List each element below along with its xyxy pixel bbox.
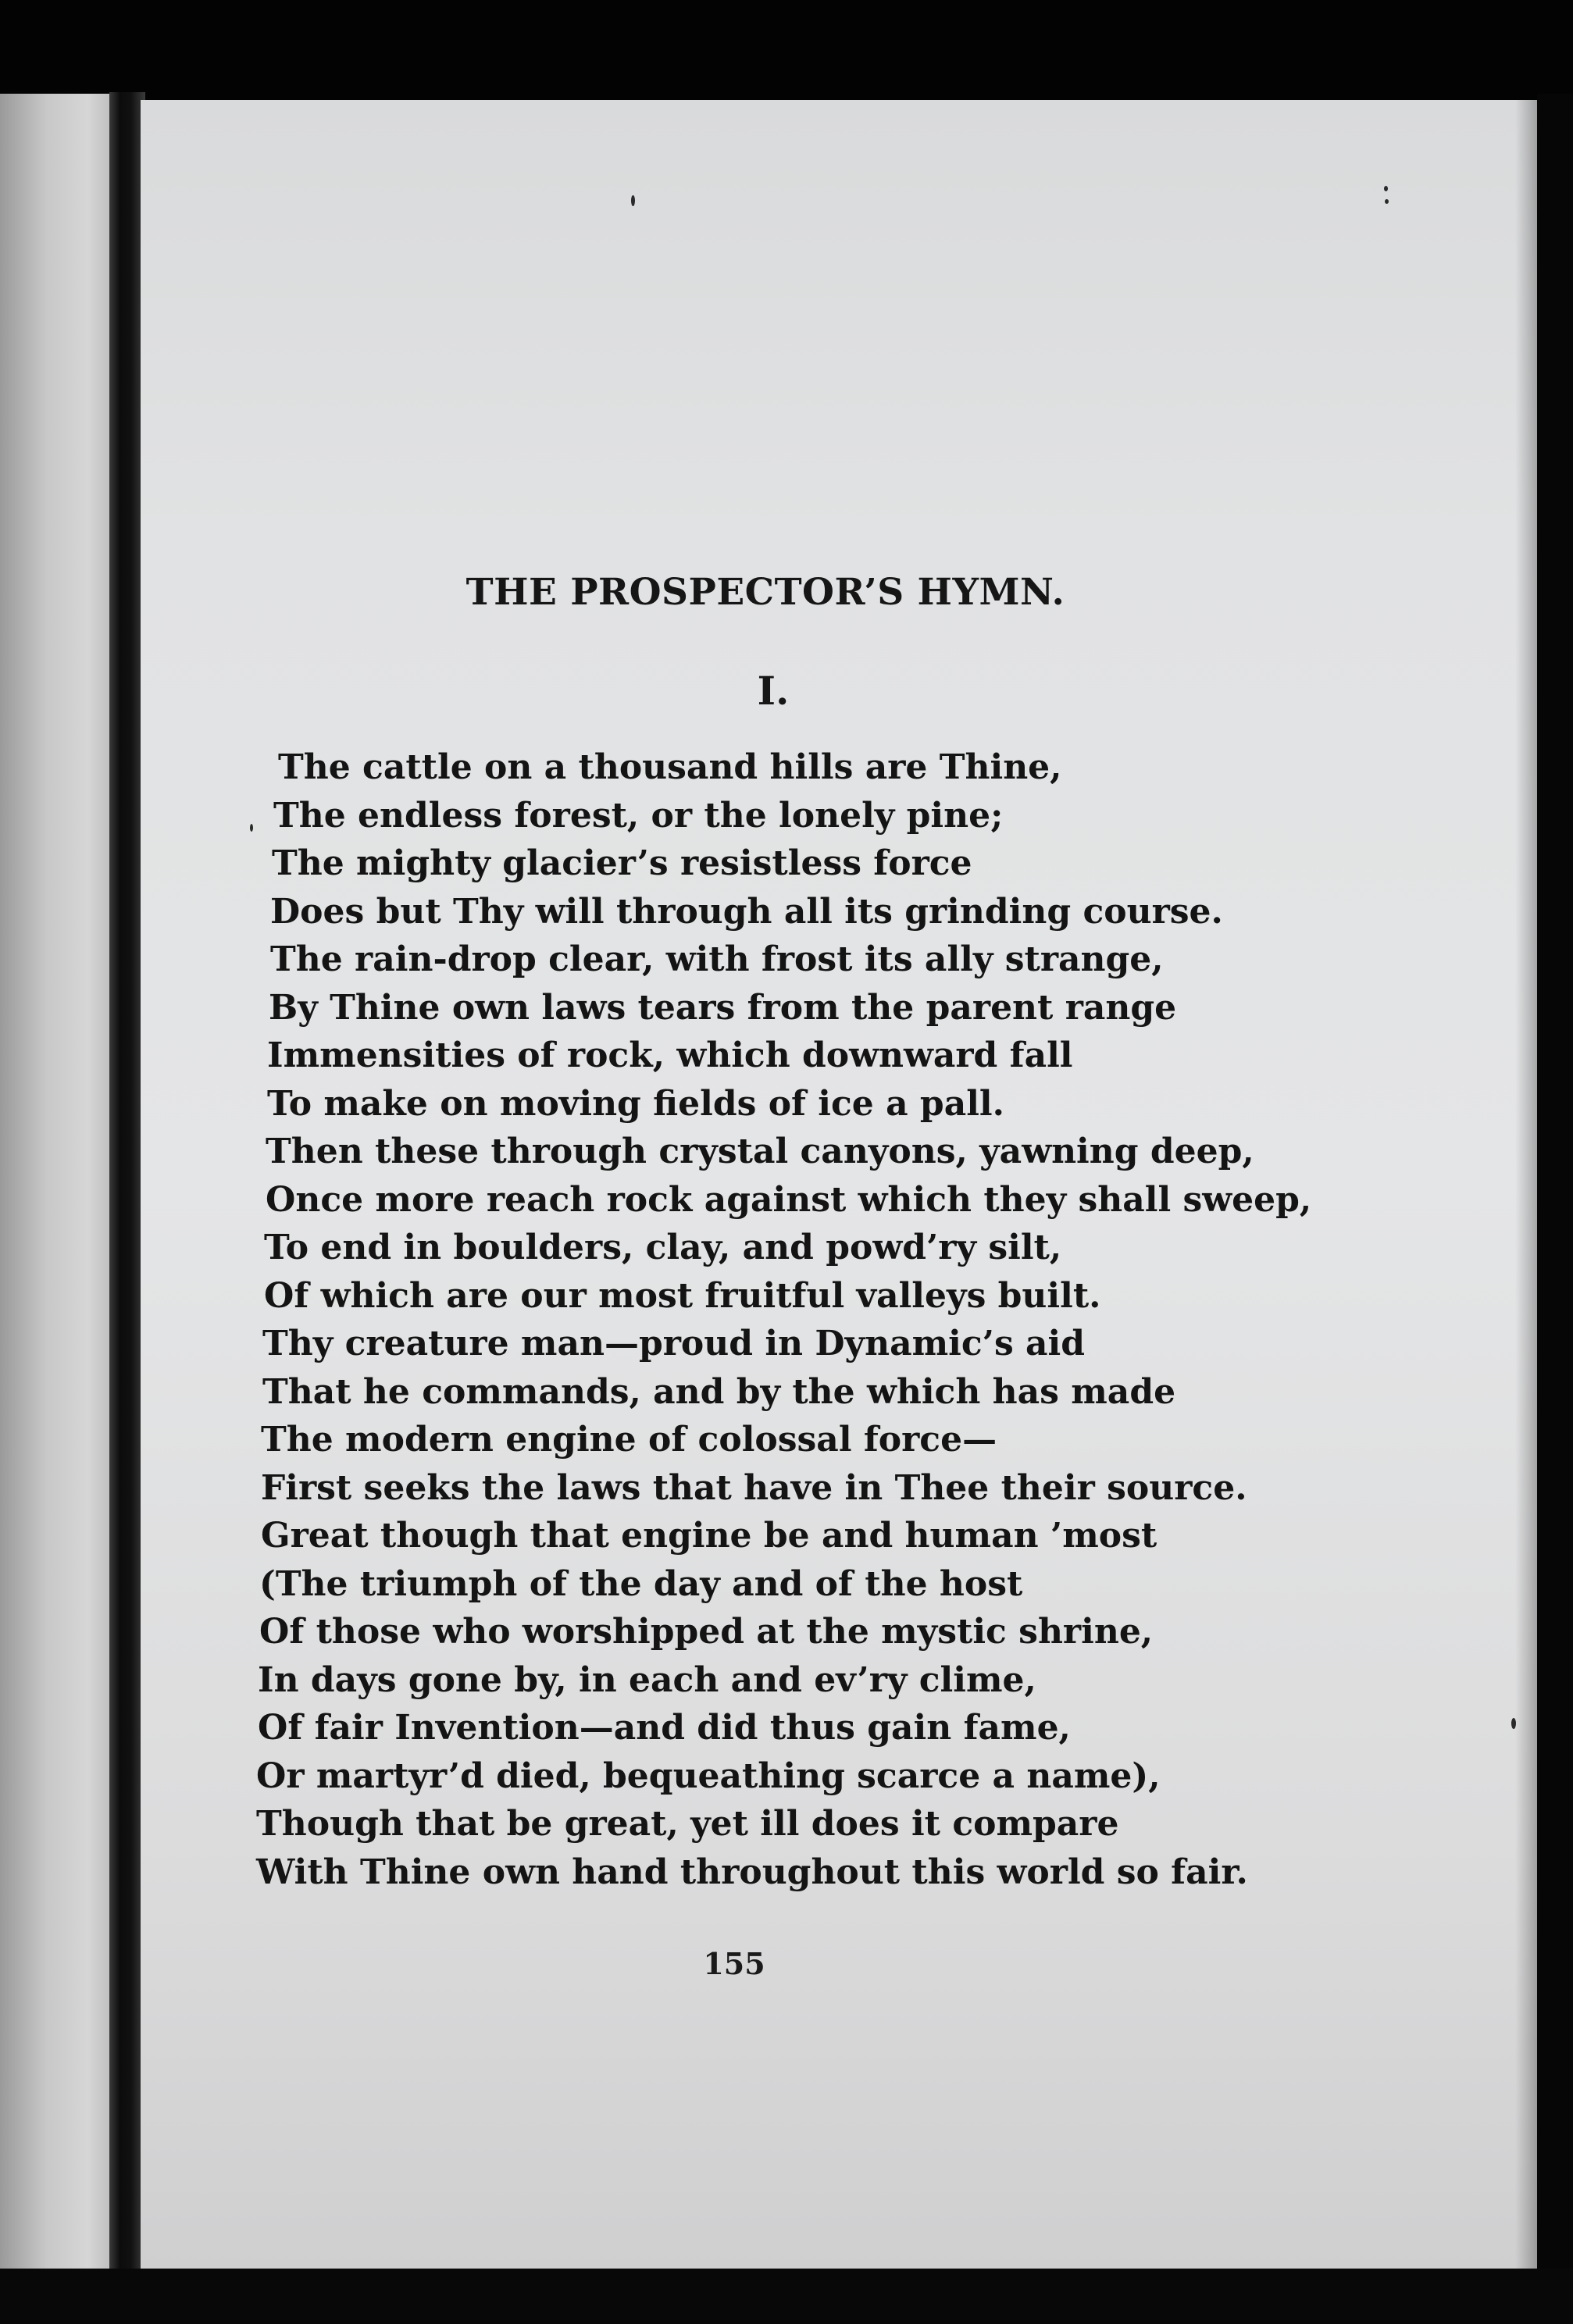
verse-line: Of fair Invention—and did thus gain fame, [258, 1708, 1071, 1748]
verse-line: The mighty glacier’s resistless force [272, 843, 972, 883]
verse-line: The modern engine of colossal force— [261, 1420, 997, 1460]
verse-line: The cattle on a thousand hills are Thine, [278, 747, 1062, 787]
verse-line: Immensities of rock, which downward fall [267, 1035, 1073, 1075]
scan-right-border [1537, 94, 1573, 2324]
verse-line: By Thine own laws tears from the parent range [269, 987, 1177, 1028]
scan-speck [250, 824, 253, 832]
scan-speck [1511, 1718, 1516, 1729]
hymn-title: THE PROSPECTOR’S HYMN. [465, 571, 1065, 615]
verse-line: Of which are our most fruitful valleys built. [264, 1275, 1101, 1316]
verse-line: To make on moving fields of ice a pall. [267, 1083, 1004, 1124]
verse-line: Though that be great, yet ill does it compare [256, 1804, 1119, 1844]
verse-line: Once more reach rock against which they shall sweep, [266, 1179, 1312, 1220]
verse-line: First seeks the laws that have in Thee their source. [261, 1467, 1247, 1508]
scan-speck [1384, 186, 1388, 191]
scan-speck [1385, 199, 1389, 204]
section-numeral: I. [757, 668, 790, 714]
scan-top-border [0, 0, 1573, 109]
verse-line: In days gone by, in each and ev’ry clime, [258, 1659, 1036, 1700]
verse-line: The endless forest, or the lonely pine; [273, 795, 1004, 836]
page-number: 155 [703, 1946, 765, 1981]
verse-line: (The triumph of the day and of the host [259, 1563, 1023, 1604]
verse-line: That he commands, and by the which has made [262, 1371, 1176, 1412]
verse-line: Then these through crystal canyons, yawning deep, [266, 1132, 1254, 1171]
verse-line: With Thine own hand throughout this world so fair. [256, 1852, 1248, 1892]
verse-line: Or martyr’d died, bequeathing scarce a name), [256, 1755, 1161, 1796]
scan-bottom-border [0, 2269, 1573, 2324]
verse-line: Great though that engine be and human ’most [261, 1516, 1157, 1556]
facing-page-edge [0, 94, 117, 2272]
scan-speck [631, 195, 635, 206]
verse-line: Does but Thy will through all its grinding course. [270, 891, 1223, 932]
verse-line: The rain-drop clear, with frost its ally strange, [270, 939, 1164, 979]
verse-line: Of those who worshipped at the mystic shrine, [259, 1612, 1154, 1652]
verse-line: To end in boulders, clay, and powd’ry silt, [264, 1228, 1062, 1267]
verse-line: Thy creature man—proud in Dynamic’s aid [262, 1324, 1086, 1363]
verse-stanza [256, 743, 1312, 1896]
